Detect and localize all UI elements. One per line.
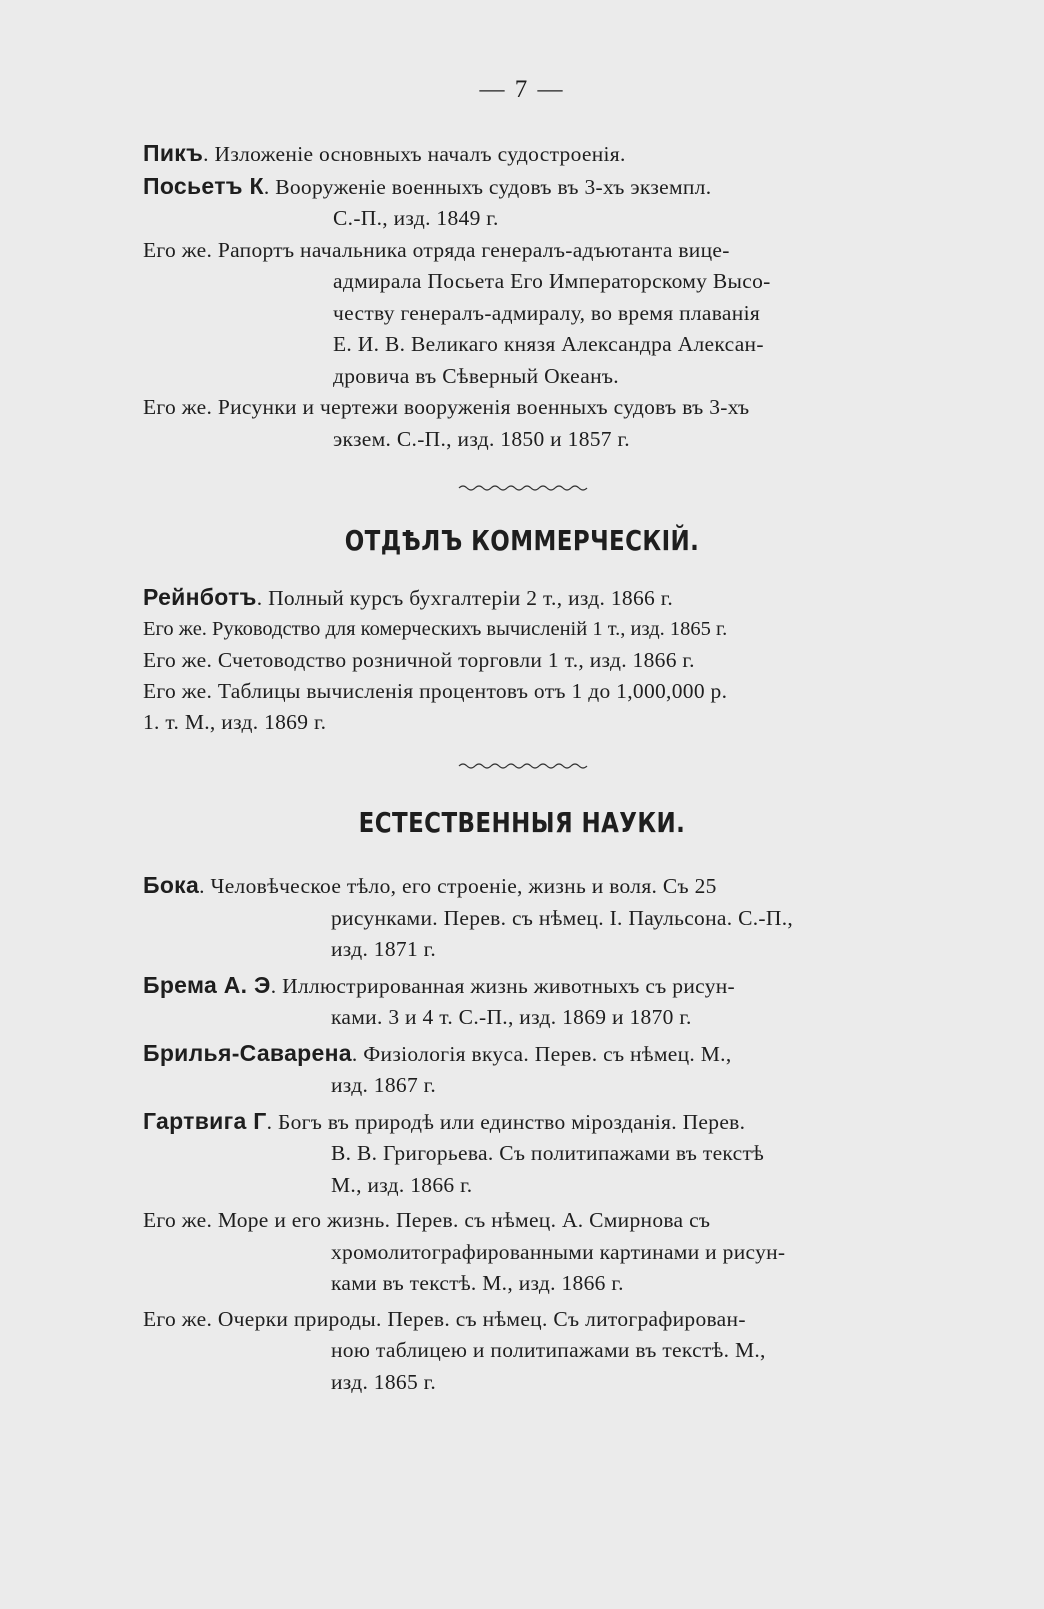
entry-continuation: изд. 1871 г.: [331, 937, 437, 961]
entry-continuation: адмирала Посьета Его Императорскому Высо-: [333, 269, 771, 293]
entry-text: . Полный курсъ бухгалтеріи 2 т., изд. 1866 г.: [256, 586, 674, 610]
catalog-section-naval: [143, 138, 908, 455]
catalog-entry: [143, 1304, 908, 1399]
catalog-entry: [143, 582, 908, 614]
entry-continuation: М., изд. 1866 г.: [331, 1172, 473, 1197]
entry-continuation: честву генералъ-адмиралу, во время плаванія: [333, 300, 761, 325]
author-name: Гартвига Г: [143, 1107, 267, 1134]
author-name: Его же: [143, 618, 202, 640]
entry-text: . Рапортъ начальника отряда генералъ-адъютанта вице-: [206, 237, 730, 262]
catalog-entry: [143, 614, 908, 645]
author-name: Посьетъ К: [143, 172, 264, 199]
entry-continuation: изд. 1867 г.: [331, 1073, 437, 1097]
catalog-entry: [143, 1038, 908, 1102]
catalog-entry: [143, 676, 908, 707]
entry-text: . Рисунки и чертежи вооруженія военныхъ судовъ въ 3-хъ: [206, 395, 750, 419]
ornamental-divider: [457, 484, 589, 492]
catalog-section-commercial: [143, 582, 908, 738]
catalog-section-natural-sciences: [143, 870, 908, 1398]
entry-text: . Иллюстрированная жизнь животныхъ съ рисун-: [270, 973, 736, 998]
entry-text: . Таблицы вычисленія процентовъ отъ 1 до 1,000,000 р.: [206, 679, 728, 703]
entry-text: . Море и его жизнь. Перев. съ нѣмец. А. Смирнова съ: [206, 1208, 711, 1232]
author-name: Его же: [143, 648, 207, 672]
author-name: Бока: [143, 872, 200, 898]
catalog-entry: [143, 1106, 908, 1202]
author-name: Его же: [143, 237, 207, 262]
ornamental-divider: [457, 762, 589, 770]
entry-continuation: ною таблицею и политипажами въ текстѣ. М.,: [331, 1338, 766, 1362]
entry-text: . Человѣческое тѣло, его строеніе, жизнь и воля. Съ 25: [199, 874, 717, 898]
entry-text: . Счетоводство розничной торговли 1 т., изд. 1866 г.: [206, 648, 695, 672]
catalog-entry: [143, 1205, 908, 1300]
entry-continuation: экзем. С.-П., изд. 1850 и 1857 г.: [333, 426, 630, 451]
entry-text: . Физіологія вкуса. Перев. съ нѣмец. М.,: [351, 1041, 732, 1066]
author-name: Брема А. Э: [143, 971, 271, 998]
catalog-entry: [143, 707, 908, 738]
entry-continuation: хромолитографированными картинами и рисун-: [331, 1239, 786, 1264]
catalog-entry: [143, 138, 908, 171]
entry-text: . Очерки природы. Перев. съ нѣмец. Съ литографирован-: [206, 1306, 746, 1331]
entry-continuation: рисунками. Перев. съ нѣмец. I. Паульсона. С.-П.,: [331, 905, 794, 930]
catalog-entry: [143, 235, 908, 393]
catalog-entry: [143, 171, 908, 235]
catalog-entry: [143, 392, 908, 455]
entry-text: . Вооруженіе военныхъ судовъ въ 3-хъ экземпл.: [263, 174, 712, 199]
author-name: Его же: [143, 1208, 207, 1232]
entry-text: . Богъ въ природѣ или единство мірозданія. Перев.: [266, 1109, 746, 1134]
author-name: Его же: [143, 679, 207, 703]
author-name: Брилья-Саварена: [143, 1039, 352, 1066]
author-name: Пикъ: [143, 140, 204, 166]
entry-text: 1. т. М., изд. 1869 г.: [143, 710, 327, 734]
catalog-entry: [143, 870, 908, 966]
catalog-entry: [143, 970, 908, 1034]
entry-continuation: ками въ текстѣ. М., изд. 1866 г.: [331, 1271, 624, 1295]
entry-continuation: дровича въ Сѣверный Океанъ.: [333, 363, 619, 388]
section-title-commercial: ОТДѢЛЪ КОММЕРЧЕСКІЙ.: [344, 524, 700, 557]
page-number: — 7 —: [479, 76, 565, 103]
entry-continuation: В. В. Григорьева. Съ политипажами въ текстѣ: [331, 1141, 765, 1165]
author-name: Его же: [143, 1306, 207, 1331]
catalog-entry: [143, 645, 908, 676]
entry-continuation: ками. 3 и 4 т. С.-П., изд. 1869 и 1870 г.: [331, 1005, 692, 1029]
entry-text: . Изложеніе основныхъ началъ судостроенія.: [203, 142, 626, 166]
entry-continuation: С.-П., изд. 1849 г.: [333, 206, 499, 230]
author-name: Его же: [143, 395, 207, 419]
section-title-natural-sciences: ЕСТЕСТВЕННЫЯ НАУКИ.: [358, 806, 686, 839]
entry-continuation: изд. 1865 г.: [331, 1369, 437, 1394]
author-name: Рейнботъ: [143, 584, 257, 610]
entry-text: . Руководство для комерческихъ вычисленій 1 т., изд. 1865 г.: [201, 618, 728, 640]
entry-continuation: Е. И. В. Великаго князя Александра Алексан-: [333, 332, 764, 356]
